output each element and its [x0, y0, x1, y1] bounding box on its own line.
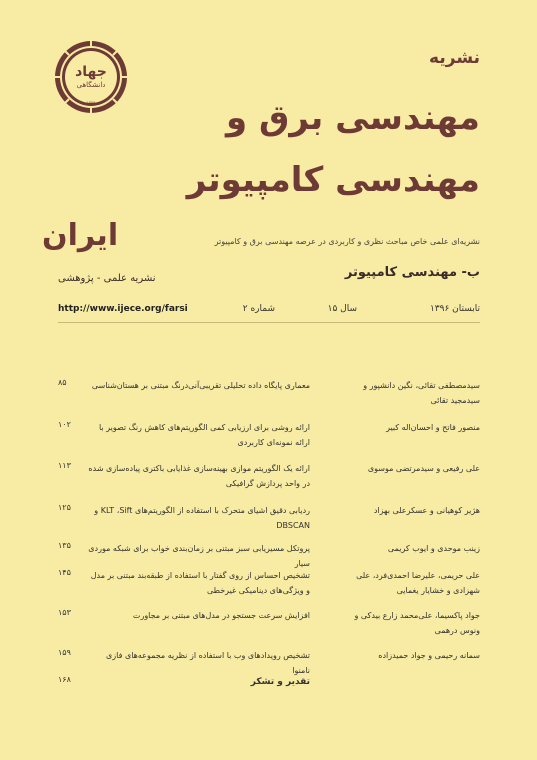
toc-page: ۱۶۸: [58, 675, 71, 684]
toc-page: ۱۵۹: [58, 648, 71, 657]
toc-title: افزایش سرعت جستجو در مدل‌های مبتنی بر مجاورت: [132, 611, 310, 620]
toc-page: ۱۵۳: [58, 608, 71, 617]
journal-url[interactable]: http://www.ijece.org/farsi: [58, 304, 188, 314]
issue-season: تابستان ۱۳۹۶: [429, 304, 480, 314]
issue-year: سال ۱۵: [327, 304, 357, 314]
masthead-title-line1: مهندسی برق و: [226, 98, 480, 138]
toc-title: ارائه روشی برای ارزیابی کمی الگوریتم‌های کاهش رنگ تصویر با ارائه نمونه‌ای کاربردی: [98, 423, 310, 447]
toc-title: معماری پایگاه داده تحلیلی تقریبی‌آنی‌درنگ مبتنی بر هستان‌شناسی: [91, 381, 310, 390]
toc-authors: علی رفیعی و سیدمرتضی موسوی: [367, 464, 480, 473]
toc-authors: جواد پاکسیما، علی‌محمد زارع بیدکی و ونوس درهمی: [354, 611, 480, 635]
section-name: ب- مهندسی کامپیوتر: [344, 265, 480, 280]
masthead-title-line2: مهندسی کامپیوتر: [186, 160, 480, 200]
toc-page: ۱۲۵: [58, 503, 71, 512]
toc-title: تشخیص رویدادهای وب با استفاده از نظریه مجموعه‌های فازی نامنوا: [106, 651, 310, 675]
masthead-kicker: نشریه: [429, 48, 480, 68]
toc-title: تشخیص احساس از روی گفتار با استفاده از طبقه‌بند مبتنی بر مدل و ویژگی‌های دینامیکی غیرخطی: [90, 571, 310, 595]
toc-title: تقدیر و تشکر: [250, 677, 310, 687]
toc-title: پروتکل مسیریابی سبز مبتنی بر زمان‌بندی خواب برای شبکه موردی سیار: [88, 544, 310, 568]
toc-page: ۱۳۵: [58, 541, 71, 550]
toc-page: ۸۵: [58, 378, 67, 387]
toc-page: ۱۰۲: [58, 420, 71, 429]
logo-main-text: جهاد: [75, 64, 107, 80]
toc-title: ردیابی دقیق اشیای متحرک با استفاده از الگوریتم‌های KLT ،Sift و DBSCAN: [94, 506, 310, 530]
logo-sub-text: دانشگاهی: [76, 81, 106, 89]
logo-year: ۱۳۵۹: [86, 100, 96, 105]
masthead-country: ایران: [42, 218, 119, 253]
toc-authors: هژیر کوهیانی و عسکرعلی بهزاد: [373, 506, 480, 515]
toc-authors: سمانه رحیمی و جواد حمیدزاده: [378, 651, 480, 660]
masthead-description: نشریه‌ای علمی خاص مباحث نظری و کاربردی در عرصه مهندسی برق و کامپیوتر: [214, 237, 480, 246]
issue-number: شماره ۲: [242, 304, 275, 314]
toc-page: ۱۱۳: [58, 461, 71, 470]
toc-title: ارائه یک الگوریتم موازی بهینه‌سازی غذایابی باکتری پیاده‌سازی شده در واحد پردازش گرافیکی: [88, 464, 310, 488]
toc-page: ۱۴۵: [58, 568, 71, 577]
divider: [58, 322, 480, 323]
journal-type: نشریه علمی - پژوهشی: [58, 273, 156, 284]
toc-authors: منصور فاتح و احسان‌اله کبیر: [386, 423, 480, 432]
jahad-daneshgahi-logo: [54, 40, 128, 114]
toc-authors: سیدمصطفی تقائی، نگین دانشپور و سیدمجید تقائی: [363, 381, 480, 405]
toc-authors: زینب موحدی و ایوب کریمی: [387, 544, 480, 553]
toc-authors: علی حریمی، علیرضا احمدی‌فرد، علی شهزادی و خشایار یغمایی: [356, 571, 480, 595]
